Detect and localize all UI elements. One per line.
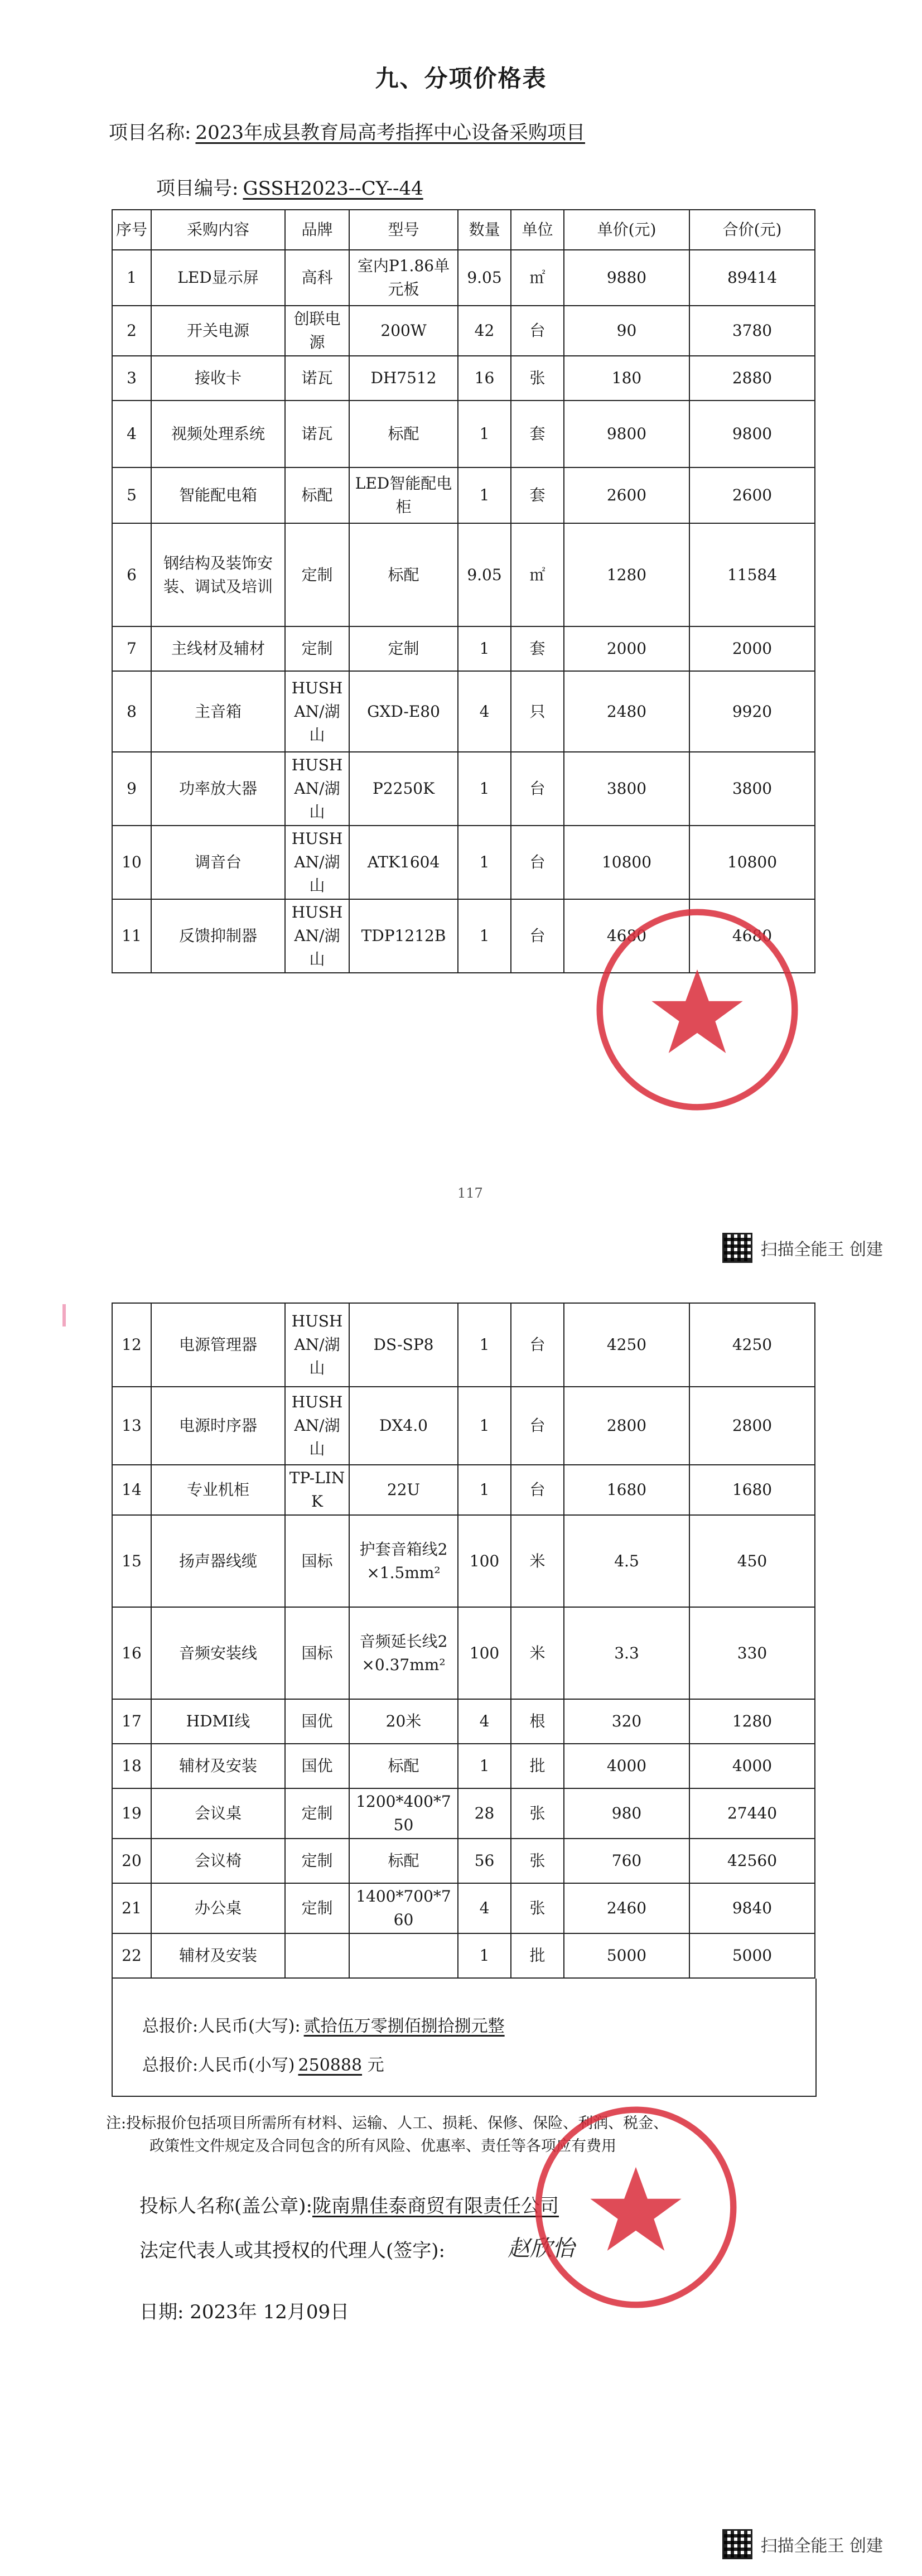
table-cell: 定制 — [349, 626, 458, 671]
table-cell: 1400*700*760 — [349, 1883, 458, 1933]
table-cell: DH7512 — [349, 356, 458, 401]
table-cell: 3.3 — [564, 1607, 689, 1699]
table-cell: 智能配电箱 — [151, 467, 285, 523]
table-cell: 1280 — [689, 1699, 815, 1744]
page-number: 117 — [457, 1185, 483, 1201]
table-cell: 台 — [511, 826, 564, 899]
table-cell: 1 — [458, 1744, 511, 1788]
table-cell: 10800 — [689, 826, 815, 899]
table-cell: 4250 — [689, 1303, 815, 1387]
table-cell: HDMI线 — [151, 1699, 285, 1744]
price-table-page-1 — [112, 209, 815, 973]
table-row — [112, 1933, 815, 1978]
table-cell: 诺瓦 — [285, 401, 349, 467]
table-cell: 标配 — [285, 467, 349, 523]
column-header: 型号 — [349, 210, 458, 250]
table-cell: 国优 — [285, 1699, 349, 1744]
table-cell: 张 — [511, 1883, 564, 1933]
table-cell: 11584 — [689, 523, 815, 626]
table-cell: 3800 — [689, 752, 815, 826]
table-cell: 张 — [511, 1788, 564, 1839]
table-cell: 辅材及安装 — [151, 1933, 285, 1978]
table-cell: 9 — [112, 752, 151, 826]
table-cell: 扬声器线缆 — [151, 1515, 285, 1607]
table-cell: 1 — [458, 1387, 511, 1465]
table-cell: 高科 — [285, 250, 349, 306]
project-name-line — [109, 117, 585, 144]
table-cell: HUSHAN/湖山 — [285, 899, 349, 973]
watermark-text: 扫描全能王 创建 — [760, 2536, 883, 2556]
table-row — [112, 356, 815, 401]
table-cell: 5000 — [689, 1933, 815, 1978]
table-row — [112, 401, 815, 467]
table-cell: 音频安装线 — [151, 1607, 285, 1699]
table-cell: 调音台 — [151, 826, 285, 899]
table-row — [112, 626, 815, 671]
table-cell: 诺瓦 — [285, 356, 349, 401]
table-cell: 980 — [564, 1788, 689, 1839]
table-cell: 定制 — [285, 523, 349, 626]
company-seal-stamp-2 — [530, 2101, 742, 2313]
table-cell: 4 — [112, 401, 151, 467]
note-line-2: 政策性文件规定及合同包含的所有风险、优惠率、责任等各项应有费用 — [149, 2137, 616, 2155]
table-cell: 米 — [511, 1515, 564, 1607]
table-cell: 专业机柜 — [151, 1465, 285, 1515]
table-cell: 5 — [112, 467, 151, 523]
table-cell: 89414 — [689, 250, 815, 306]
table-cell: 主音箱 — [151, 671, 285, 752]
table-cell: 张 — [511, 1839, 564, 1883]
table-cell: 2000 — [689, 626, 815, 671]
table-cell: 功率放大器 — [151, 752, 285, 826]
table-cell: 56 — [458, 1839, 511, 1883]
table-cell: DX4.0 — [349, 1387, 458, 1465]
table-cell: 定制 — [285, 1883, 349, 1933]
table-cell: 只 — [511, 671, 564, 752]
date-line — [139, 2297, 349, 2324]
table-cell: 20 — [112, 1839, 151, 1883]
table-cell: 1 — [458, 899, 511, 973]
table-cell: 1 — [458, 826, 511, 899]
table-cell: 音频延长线2×0.37mm² — [349, 1607, 458, 1699]
table-cell: 6 — [112, 523, 151, 626]
table-cell: HUSHAN/湖山 — [285, 826, 349, 899]
table-cell: GXD-E80 — [349, 671, 458, 752]
table-cell: 330 — [689, 1607, 815, 1699]
table-cell: 标配 — [349, 523, 458, 626]
table-row — [112, 1465, 815, 1515]
qr-code-icon — [722, 2529, 752, 2559]
total-lower-unit: 元 — [367, 2056, 384, 2075]
table-cell: 室内P1.86单元板 — [349, 250, 458, 306]
scanner-watermark-2 — [722, 2529, 883, 2559]
table-cell: 1200*400*750 — [349, 1788, 458, 1839]
table-cell: 42560 — [689, 1839, 815, 1883]
table-cell: 4 — [458, 1699, 511, 1744]
table-row — [112, 1788, 815, 1839]
table-cell: 4.5 — [564, 1515, 689, 1607]
table-cell: 会议桌 — [151, 1788, 285, 1839]
table-cell: HUSHAN/湖山 — [285, 671, 349, 752]
table-cell: 国标 — [285, 1607, 349, 1699]
table-cell: 台 — [511, 752, 564, 826]
table-cell: 1 — [458, 626, 511, 671]
table-cell: 4250 — [564, 1303, 689, 1387]
company-seal-stamp-1 — [591, 904, 803, 1116]
representative-label: 法定代表人或其授权的代理人(签字): — [139, 2240, 445, 2262]
total-upper-label: 总报价:人民币(大写): — [142, 2017, 301, 2036]
table-cell: 9920 — [689, 671, 815, 752]
table-row — [112, 671, 815, 752]
table-cell: 定制 — [285, 1788, 349, 1839]
table-cell: 台 — [511, 1465, 564, 1515]
table-cell: 9.05 — [458, 523, 511, 626]
table-cell: 450 — [689, 1515, 815, 1607]
table-cell: 会议椅 — [151, 1839, 285, 1883]
project-name-label: 项目名称: — [109, 122, 191, 144]
table-cell: 28 — [458, 1788, 511, 1839]
column-header: 品牌 — [285, 210, 349, 250]
table-row — [112, 1744, 815, 1788]
table-cell: 1680 — [564, 1465, 689, 1515]
table-cell: 4000 — [564, 1744, 689, 1788]
table-cell: 4680 — [564, 899, 689, 973]
total-upper-value: 贰拾伍万零捌佰捌拾捌元整 — [303, 2017, 505, 2036]
table-row — [112, 467, 815, 523]
table-cell: 5000 — [564, 1933, 689, 1978]
table-cell: 视频处理系统 — [151, 401, 285, 467]
table-cell: 7 — [112, 626, 151, 671]
table-cell: P2250K — [349, 752, 458, 826]
table-cell: 22U — [349, 1465, 458, 1515]
table-cell: 10 — [112, 826, 151, 899]
table-cell: 760 — [564, 1839, 689, 1883]
table-cell: 9800 — [689, 401, 815, 467]
total-price-lower — [142, 2051, 384, 2076]
project-name: 2023年成县教育局高考指挥中心设备采购项目 — [195, 122, 585, 144]
table-cell: 3 — [112, 356, 151, 401]
project-code-line — [156, 173, 423, 200]
column-header: 单价(元) — [564, 210, 689, 250]
table-cell: 反馈抑制器 — [151, 899, 285, 973]
table-cell: 10800 — [564, 826, 689, 899]
table-cell: 2800 — [689, 1387, 815, 1465]
table-cell: TP-LINK — [285, 1465, 349, 1515]
table-cell: 定制 — [285, 626, 349, 671]
table-cell: 4 — [458, 1883, 511, 1933]
column-header: 合价(元) — [689, 210, 815, 250]
document-page-2 — [0, 1272, 922, 2576]
table-cell: ATK1604 — [349, 826, 458, 899]
total-lower-value: 250888 — [298, 2056, 363, 2075]
table-cell: 台 — [511, 306, 564, 356]
table-cell: HUSHAN/湖山 — [285, 1303, 349, 1387]
table-cell: 19 — [112, 1788, 151, 1839]
table-cell: 定制 — [285, 1839, 349, 1883]
table-cell: 接收卡 — [151, 356, 285, 401]
date-value: 2023年 12月09日 — [190, 2301, 350, 2323]
table-row — [112, 1883, 815, 1933]
table-cell: 主线材及辅材 — [151, 626, 285, 671]
table-cell: 1280 — [564, 523, 689, 626]
bidder-name: 陇南鼎佳泰商贸有限责任公司 — [312, 2195, 559, 2217]
table-cell — [285, 1933, 349, 1978]
table-cell: 9800 — [564, 401, 689, 467]
table-cell: 1 — [458, 1933, 511, 1978]
table-row — [112, 523, 815, 626]
table-cell: 套 — [511, 467, 564, 523]
table-cell: 米 — [511, 1607, 564, 1699]
table-row — [112, 1839, 815, 1883]
table-cell: 9840 — [689, 1883, 815, 1933]
table-cell: 标配 — [349, 1744, 458, 1788]
handwritten-signature: 赵欣怡 — [508, 2236, 575, 2261]
table-cell: 90 — [564, 306, 689, 356]
project-code: GSSH2023--CY--44 — [243, 177, 423, 200]
table-cell: TDP1212B — [349, 899, 458, 973]
table-row — [112, 1607, 815, 1699]
table-row — [112, 306, 815, 356]
table-cell: 4 — [458, 671, 511, 752]
watermark-text: 扫描全能王 创建 — [760, 1240, 883, 1260]
scanner-watermark-1 — [722, 1233, 883, 1263]
table-row — [112, 752, 815, 826]
table-cell: 9.05 — [458, 250, 511, 306]
total-price-box — [112, 1979, 817, 2097]
table-cell: HUSHAN/湖山 — [285, 1387, 349, 1465]
table-cell: 根 — [511, 1699, 564, 1744]
table-cell: 14 — [112, 1465, 151, 1515]
table-cell: 2460 — [564, 1883, 689, 1933]
table-row — [112, 1303, 815, 1387]
bidder-name-label: 投标人名称(盖公章): — [139, 2195, 312, 2217]
table-cell: 11 — [112, 899, 151, 973]
table-cell: 21 — [112, 1883, 151, 1933]
table-cell: 16 — [458, 356, 511, 401]
table-cell: 开关电源 — [151, 306, 285, 356]
table-cell: 15 — [112, 1515, 151, 1607]
total-price-upper — [142, 2012, 505, 2037]
table-cell: LED显示屏 — [151, 250, 285, 306]
table-cell: 1 — [458, 401, 511, 467]
price-table-page-2 — [112, 1303, 815, 1979]
table-cell: 2880 — [689, 356, 815, 401]
date-label: 日期: — [139, 2301, 184, 2323]
table-cell: 创联电源 — [285, 306, 349, 356]
table-cell: 2000 — [564, 626, 689, 671]
table-cell: 钢结构及装饰安装、调试及培训 — [151, 523, 285, 626]
table-cell: 42 — [458, 306, 511, 356]
table-cell: 8 — [112, 671, 151, 752]
table-row — [112, 826, 815, 899]
table-cell: ㎡ — [511, 523, 564, 626]
table-row — [112, 1387, 815, 1465]
table-cell: LED智能配电柜 — [349, 467, 458, 523]
table-cell: 17 — [112, 1699, 151, 1744]
table-cell: 电源管理器 — [151, 1303, 285, 1387]
project-code-label: 项目编号: — [156, 177, 239, 200]
document-page-1 — [0, 0, 922, 1260]
table-row — [112, 250, 815, 306]
table-cell: 2800 — [564, 1387, 689, 1465]
table-cell: 套 — [511, 401, 564, 467]
table-cell: ㎡ — [511, 250, 564, 306]
table-cell: 3780 — [689, 306, 815, 356]
table-cell: 1 — [112, 250, 151, 306]
table-cell: 200W — [349, 306, 458, 356]
table-cell: 1680 — [689, 1465, 815, 1515]
table-cell: 护套音箱线2×1.5mm² — [349, 1515, 458, 1607]
page-title: 九、分项价格表 — [375, 65, 547, 92]
table-cell: 台 — [511, 899, 564, 973]
column-header: 单位 — [511, 210, 564, 250]
column-header: 数量 — [458, 210, 511, 250]
table-cell: HUSHAN/湖山 — [285, 752, 349, 826]
table-cell: 13 — [112, 1387, 151, 1465]
table-cell: 4000 — [689, 1744, 815, 1788]
edge-mark — [62, 1304, 66, 1326]
table-cell: 180 — [564, 356, 689, 401]
table-cell: 9880 — [564, 250, 689, 306]
table-cell: 1 — [458, 467, 511, 523]
table-cell — [349, 1933, 458, 1978]
column-header: 采购内容 — [151, 210, 285, 250]
table-cell: 办公桌 — [151, 1883, 285, 1933]
table-cell: 批 — [511, 1744, 564, 1788]
table-cell: 2600 — [564, 467, 689, 523]
table-cell: 12 — [112, 1303, 151, 1387]
table-cell: 100 — [458, 1607, 511, 1699]
table-cell: 1 — [458, 1303, 511, 1387]
table-cell: 20米 — [349, 1699, 458, 1744]
table-row — [112, 1699, 815, 1744]
table-cell: 国标 — [285, 1515, 349, 1607]
table-cell: DS-SP8 — [349, 1303, 458, 1387]
column-header: 序号 — [112, 210, 151, 250]
table-cell: 张 — [511, 356, 564, 401]
table-cell: 国优 — [285, 1744, 349, 1788]
table-cell: 2 — [112, 306, 151, 356]
table-cell: 台 — [511, 1303, 564, 1387]
table-cell: 1 — [458, 752, 511, 826]
table-cell: 批 — [511, 1933, 564, 1978]
representative-line — [139, 2235, 445, 2263]
table-cell: 辅材及安装 — [151, 1744, 285, 1788]
note-line-1: 注:投标报价包括项目所需所有材料、运输、人工、损耗、保修、保险、利润、税金、 — [106, 2115, 669, 2132]
table-cell: 套 — [511, 626, 564, 671]
table-cell: 标配 — [349, 401, 458, 467]
table-cell: 2480 — [564, 671, 689, 752]
total-lower-label: 总报价:人民币(小写) — [142, 2056, 295, 2075]
table-cell: 台 — [511, 1387, 564, 1465]
table-cell: 320 — [564, 1699, 689, 1744]
table-cell: 18 — [112, 1744, 151, 1788]
table-cell: 100 — [458, 1515, 511, 1607]
table-cell: 2600 — [689, 467, 815, 523]
table-cell: 标配 — [349, 1839, 458, 1883]
bidder-name-line — [139, 2191, 559, 2218]
qr-code-icon — [722, 1233, 752, 1263]
table-row — [112, 1515, 815, 1607]
table-cell: 27440 — [689, 1788, 815, 1839]
table-cell: 22 — [112, 1933, 151, 1978]
table-cell: 1 — [458, 1465, 511, 1515]
table-header-row — [112, 210, 815, 250]
table-cell: 16 — [112, 1607, 151, 1699]
table-cell: 电源时序器 — [151, 1387, 285, 1465]
table-cell: 4680 — [689, 899, 815, 973]
table-cell: 3800 — [564, 752, 689, 826]
